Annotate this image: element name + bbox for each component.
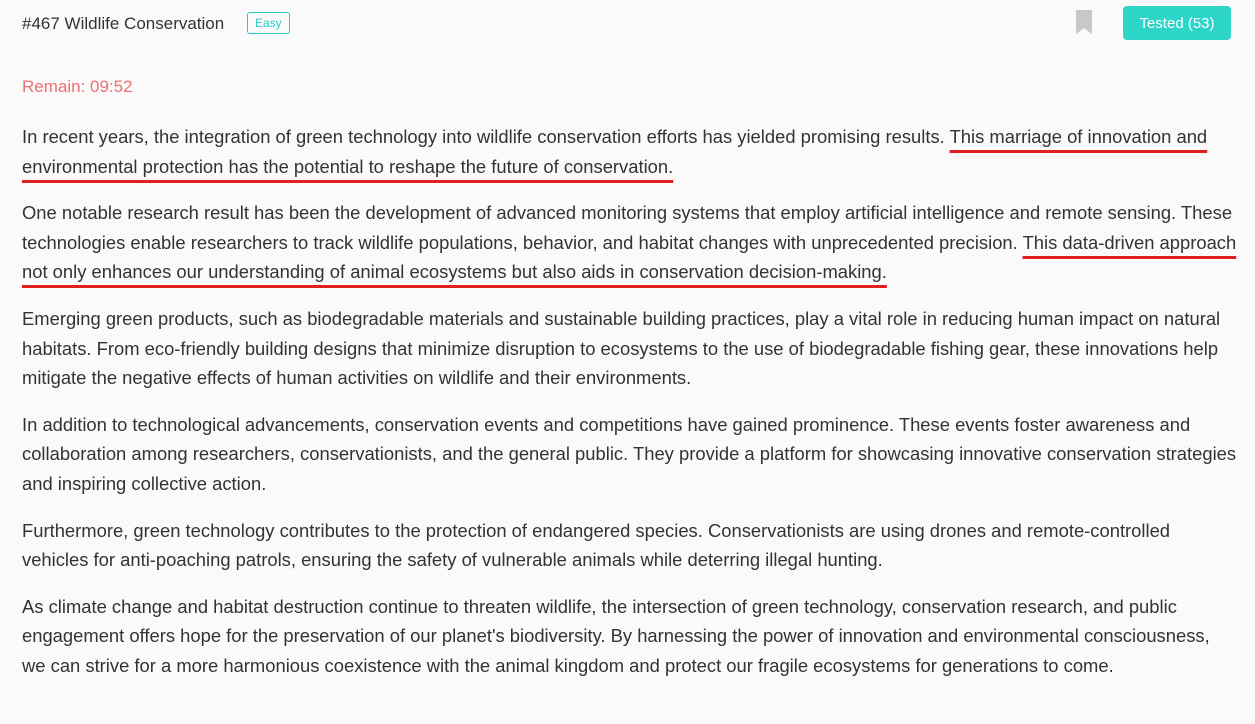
paragraph-4: In addition to technological advancements, conservation events and competitions have gained prominence. These events foster awareness and collaboration among researchers, conservationists, and the general public. They provide a platform for showcasing innovative conservation strategies and inspiring collective action.: [22, 413, 1237, 494]
paragraph-text: In recent years, the integration of green technology into wildlife conservation efforts has yielded promising results.: [22, 126, 950, 147]
paragraph-3: Emerging green products, such as biodegradable materials and sustainable building practices, play a vital role in reducing human impact on natural habitats. From eco-friendly building designs that minimize disruption to ecosystems to the use of biodegradable fishing gear, these innovations help mitigate the negative effects of human activities on wildlife and their environments.: [22, 307, 1221, 389]
paragraph-5: Furthermore, green technology contributes to the protection of endangered species. Conservationists are using drones and remote-controlled vehicles for anti-poaching patrols, ensuring the safety of vulnerable animals while deterring illegal hunting.: [22, 519, 1171, 571]
paragraph-text: One notable research result has been the development of advanced monitoring systems that employ artificial intelligence and remote sensing. These technologies enable researchers to track wildlife populations, behavior, and habitat changes with unprecedented precision.: [22, 202, 1233, 253]
article-body: [22, 122, 1237, 698]
paragraph-6: As climate change and habitat destruction continue to threaten wildlife, the intersection of green technology, conservation research, and public engagement offers hope for the preservation of our planet's biodiversity. By harnessing the power of innovation and environmental consciousness, we can strive for a more harmonious coexistence with the animal kingdom and protect our fragile ecosystems for generations to come.: [22, 595, 1210, 676]
highlighted-sentence[interactable]: This marriage of innovation and environmental protection has the potential to reshape the future of conservation.: [22, 126, 1208, 177]
page-title: #467 Wildlife Conservation: [22, 14, 225, 33]
difficulty-badge: Easy: [247, 12, 290, 34]
paragraph-1: [22, 122, 1237, 181]
bookmark-icon[interactable]: [1075, 9, 1093, 35]
paragraph-2: [22, 198, 1237, 287]
tested-button[interactable]: Tested (53): [1123, 6, 1231, 40]
header: [0, 0, 1255, 48]
countdown-timer: Remain: 09:52: [22, 77, 133, 96]
highlighted-sentence[interactable]: This data-driven approach not only enhances our understanding of animal ecosystems but also aids in conservation decision-making.: [22, 231, 1237, 283]
bookmark-icon-svg: [1075, 9, 1093, 35]
